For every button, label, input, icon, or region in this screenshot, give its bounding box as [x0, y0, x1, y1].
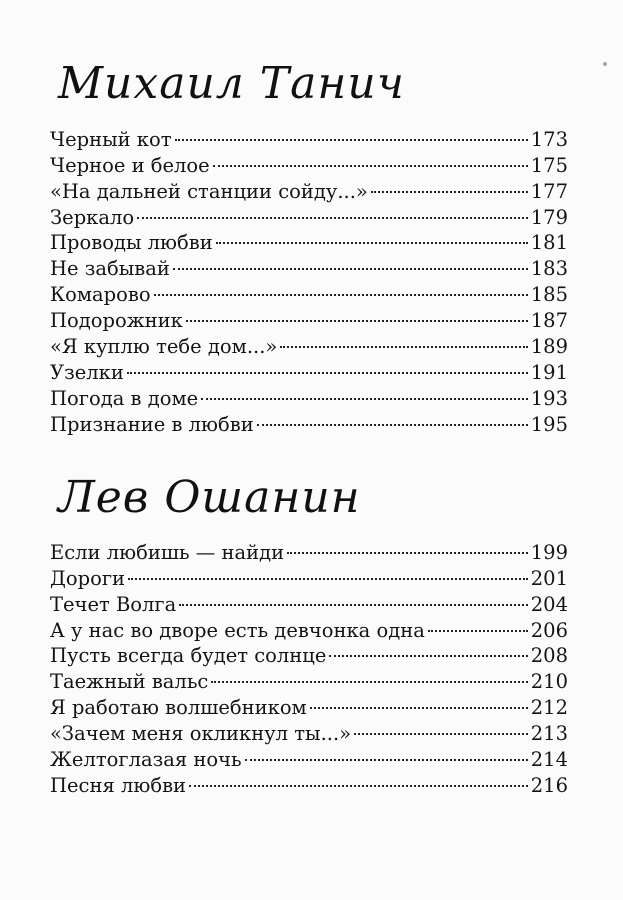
pencil-mark [603, 62, 607, 66]
author-heading-oshanin: Лев Ошанин [58, 472, 361, 523]
entry-page-number: 181 [530, 231, 568, 255]
entry-title: Дороги [50, 566, 126, 590]
dot-leader [179, 578, 528, 606]
entry-title: Черное и белое [50, 153, 210, 177]
entry-page-number: 199 [530, 540, 568, 564]
dot-leader [127, 346, 528, 374]
dot-leader [280, 320, 527, 348]
entry-page-number: 187 [530, 309, 568, 333]
entry-page-number: 216 [530, 773, 568, 797]
dot-leader [189, 759, 528, 787]
entry-title: Зеркало [50, 205, 135, 229]
dot-leader [186, 294, 528, 322]
entry-title: Черный кот [50, 127, 172, 151]
entry-title: Комарово [50, 283, 151, 307]
dot-leader [213, 139, 528, 167]
dot-leader [128, 552, 528, 580]
entry-page-number: 193 [530, 386, 568, 410]
dot-leader [154, 268, 528, 296]
entry-page-number: 213 [530, 722, 568, 746]
entry-title: Подорожник [50, 309, 183, 333]
entry-page-number: 173 [530, 127, 568, 151]
entry-title: Я работаю волшебником [50, 696, 307, 720]
entry-title: Погода в доме [50, 386, 199, 410]
entry-page-number: 204 [530, 592, 568, 616]
dot-leader [173, 242, 528, 270]
dot-leader [371, 165, 528, 193]
entry-title: Узелки [50, 360, 124, 384]
entry-page-number: 214 [530, 748, 568, 772]
entry-page-number: 185 [530, 283, 568, 307]
entry-page-number: 206 [530, 618, 568, 642]
entry-title: Признание в любви [50, 412, 254, 436]
entry-title: Пусть всегда будет солнце [50, 644, 327, 668]
entry-page-number: 208 [530, 644, 568, 668]
entry-page-number: 177 [530, 179, 568, 203]
dot-leader [329, 630, 527, 658]
entry-title: Желтоглазая ночь [50, 748, 242, 772]
entry-page-number: 201 [530, 566, 568, 590]
entry-title: Проводы любви [50, 231, 213, 255]
entry-title: «Зачем меня окликнул ты...» [50, 722, 352, 746]
dot-leader [257, 398, 528, 426]
entry-title: Если любишь — найди [50, 540, 285, 564]
entry-title: А у нас во дворе есть девчонка одна [50, 618, 425, 642]
entry-page-number: 210 [530, 670, 568, 694]
contents-list-oshanin [50, 531, 568, 797]
entry-page-number: 212 [530, 696, 568, 720]
dot-leader [287, 526, 528, 554]
dot-leader [310, 681, 528, 709]
entry-page-number: 191 [530, 360, 568, 384]
entry-title: Песня любви [50, 773, 187, 797]
dot-leader [354, 707, 528, 735]
dot-leader [245, 733, 528, 761]
entry-page-number: 175 [530, 153, 568, 177]
entry-title: Таежный вальс [50, 670, 209, 694]
dot-leader [201, 372, 528, 400]
entry-page-number: 179 [530, 205, 568, 229]
dot-leader [137, 191, 528, 219]
dot-leader [428, 604, 528, 632]
entry-title: Течет Волга [50, 592, 177, 616]
author-heading-tanich: Михаил Танич [58, 58, 406, 109]
dot-leader [175, 113, 528, 141]
dot-leader [216, 217, 528, 245]
entry-title: «На дальней станции сойду...» [50, 179, 368, 203]
entry-page-number: 183 [530, 257, 568, 281]
entry-title: Не забывай [50, 257, 170, 281]
entry-page-number: 189 [530, 335, 568, 359]
dot-leader [211, 655, 527, 683]
entry-title: «Я куплю тебе дом...» [50, 335, 278, 359]
contents-list-tanich [50, 118, 568, 436]
entry-page-number: 195 [530, 412, 568, 436]
